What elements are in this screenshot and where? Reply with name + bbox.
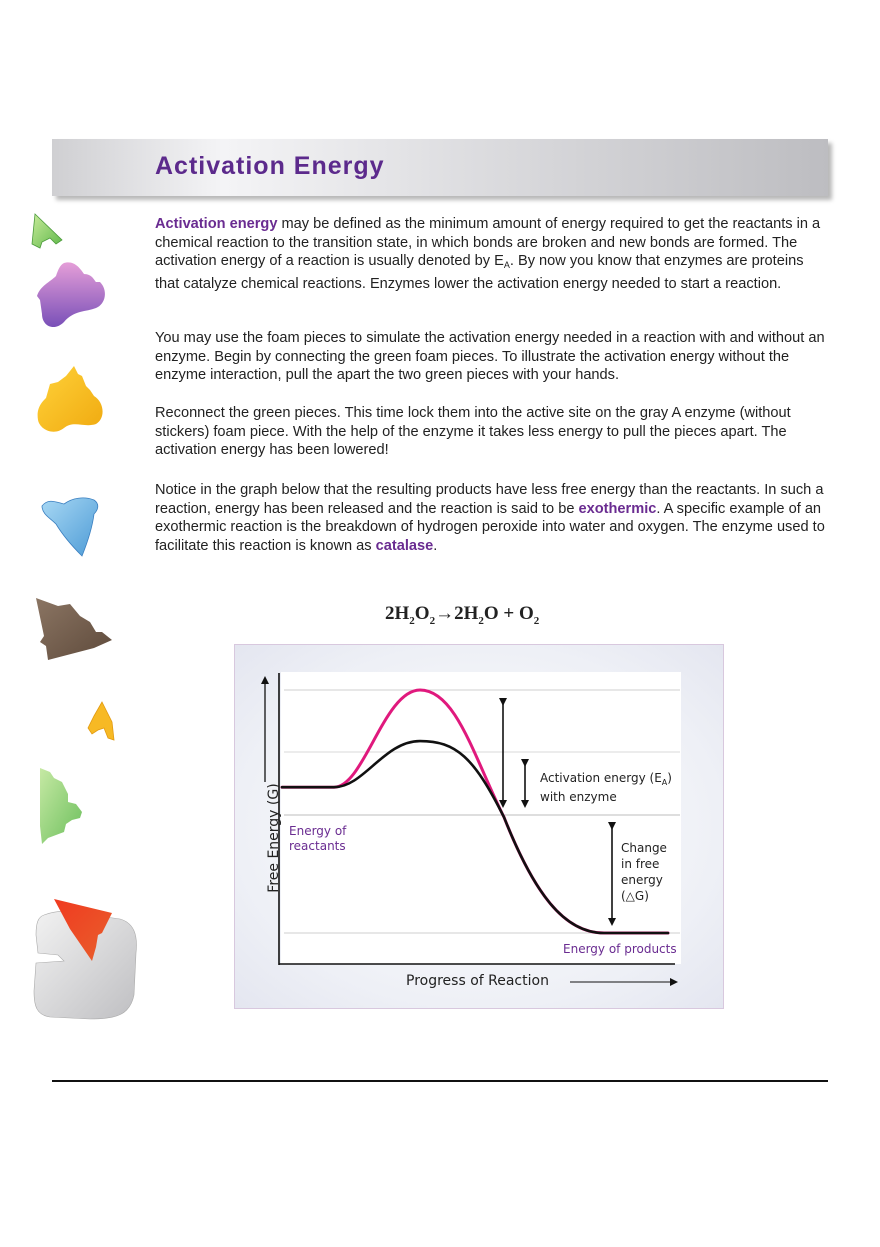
eq-part: 2H xyxy=(385,603,410,624)
term-catalase: catalase xyxy=(375,537,434,554)
label-line: reactants xyxy=(289,839,346,853)
label-line: Energy of xyxy=(289,824,347,838)
term-activation-energy: Activation energy xyxy=(155,216,278,232)
paragraph-text: . A specific example of an exothermic reaction is the breakdown of hydrogen peroxide into water and oxygen. The enzyme used to facilitate this reaction is known as xyxy=(155,500,825,554)
footer-divider xyxy=(52,1080,828,1082)
label-line: energy xyxy=(621,873,663,887)
label-activation-energy xyxy=(540,771,672,805)
purple-foam-piece-icon xyxy=(34,260,110,332)
reaction-arrow-icon: → xyxy=(435,603,455,624)
eq-part: O xyxy=(414,603,430,624)
eq-part: O xyxy=(483,603,499,624)
label-change-in-free-energy xyxy=(621,840,667,904)
paragraph-text: . By now you know that enzymes are proteins that catalyze chemical reactions. Enzymes lower the activation energy needed to start a reaction. xyxy=(155,253,804,292)
y-axis-label: Free Energy (G) xyxy=(266,783,282,893)
paragraph-reconnect: Reconnect the green pieces. This time lock them into the active site on the gray A enzyme (without stickers) foam piece. With the help of the enzyme it takes less energy to pull the pieces apart. The activation energy has been lowered! xyxy=(155,405,791,458)
term-exothermic: exothermic xyxy=(578,500,657,517)
subscript-a: A xyxy=(661,778,668,787)
yellow-foam-piece-icon xyxy=(36,364,108,440)
brown-foam-piece-icon xyxy=(34,596,116,664)
page-title: Activation Energy xyxy=(155,152,385,180)
green-foam-piece-2-icon xyxy=(36,766,88,848)
x-axis-label: Progress of Reaction xyxy=(406,973,549,989)
eq-part: 2H xyxy=(454,603,479,624)
label-line: ) xyxy=(667,771,672,785)
eq-plus: + xyxy=(498,603,519,624)
eq-sub: 2 xyxy=(533,615,540,627)
label-energy-of-reactants xyxy=(289,824,346,854)
label-line: in free xyxy=(621,857,660,871)
subscript-a: A xyxy=(503,260,510,270)
paragraph-text: Notice in the graph below that the resulting products have less free energy than the reactants. In such a reaction, energy has been released and the reaction is said to be xyxy=(155,482,824,517)
curve-without-enzyme xyxy=(282,690,668,933)
chemical-equation xyxy=(385,603,539,627)
label-line: (△G) xyxy=(621,889,649,903)
label-energy-of-products: Energy of products xyxy=(563,942,677,956)
label-line: with enzyme xyxy=(540,790,617,804)
green-foam-piece-icon xyxy=(28,212,68,256)
eq-part: O xyxy=(518,603,534,624)
paragraph-text: may be defined as the minimum amount of energy required to get the reactants in a chemical reaction to the transition state, in which bonds are broken and new bonds are formed. The activation energy of a reaction is usually denoted by E xyxy=(155,216,821,269)
eq-sub: 2 xyxy=(409,615,415,627)
paragraph-text: . xyxy=(433,537,438,554)
paragraph-exothermic xyxy=(155,481,825,555)
eq-sub: 2 xyxy=(478,615,484,627)
label-line: Activation energy (E xyxy=(540,771,662,785)
paragraph-foam-pieces: You may use the foam pieces to simulate the activation energy needed in a reaction with and without an enzyme. Begin by connecting the green foam pieces. To illustrate the activation energy without the enzyme interaction, pull the apart the two green pieces with your hands. xyxy=(155,330,825,383)
blue-foam-piece-icon xyxy=(38,494,102,560)
label-line: Change xyxy=(621,841,667,855)
paragraph-definition xyxy=(155,215,825,293)
gray-enzyme-with-red-piece-icon xyxy=(30,895,142,1025)
eq-sub: 2 xyxy=(429,615,436,627)
small-yellow-foam-piece-icon xyxy=(84,700,118,744)
